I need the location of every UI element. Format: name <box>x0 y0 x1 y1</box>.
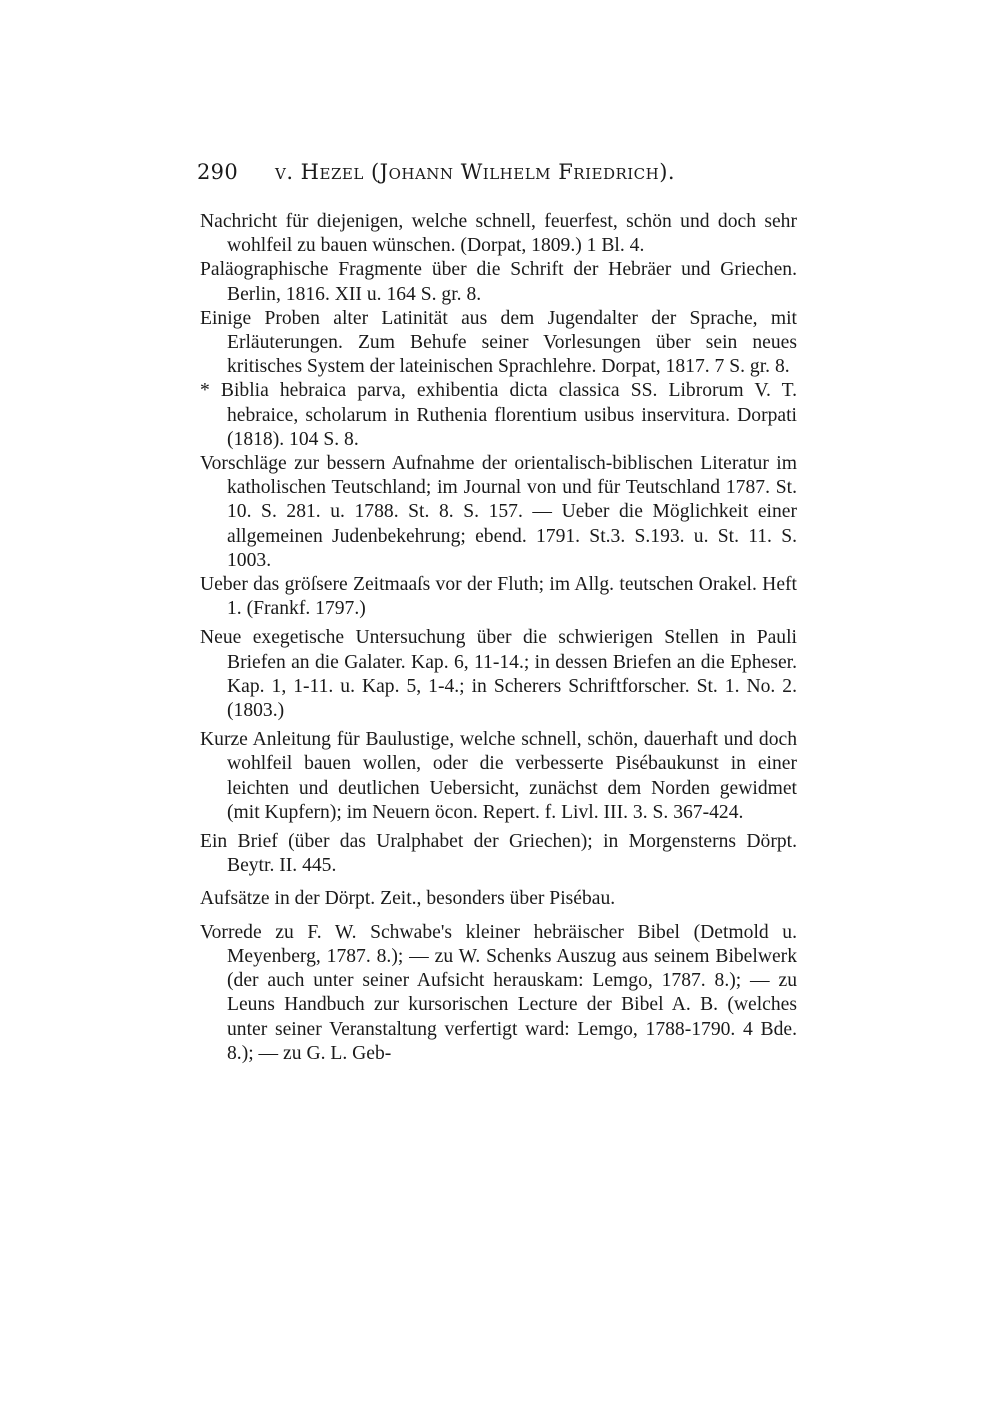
page-title: v. Hezel (Johann Wilhelm Friedrich). <box>275 160 676 184</box>
bibliography-entry: Aufsätze in der Dörpt. Zeit., besonders über Pisébau. <box>200 888 616 910</box>
bibliography-entry: * Biblia hebraica parva, exhibentia dicta classica SS. Librorum V. T. hebraice, scholarum in Ruthenia florentium usibus inservitura. Dorpati (1818). 104 S. 8. <box>200 380 797 450</box>
bibliography-entry: Ueber das gröſsere Zeitmaaſs vor der Fluth; im Allg. teutschen Orakel. Heft 1. (Frankf. 1797.) <box>200 574 797 620</box>
bibliography-entry: Ein Brief (über das Uralphabet der Griechen); in Morgensterns Dörpt. Beytr. II. 445. <box>200 831 797 877</box>
bibliography-entry: Nachricht für diejenigen, welche schnell, feuerfest, schön und doch sehr wohlfeil zu bauen wünschen. (Dorpat, 1809.) 1 Bl. 4. <box>200 211 797 257</box>
bibliography-entry: Vorschläge zur bessern Aufnahme der orientalisch-biblischen Literatur im katholischen Teutschland; im Journal von und für Teutschland 1787. St. 10. S. 281. u. 1788. St. 8. S. 157. — Ueber die Möglichkeit einer allgemeinen Judenbekehrung; ebend. 1791. St.3. S.193. u. St. 11. S. 1003. <box>200 453 797 571</box>
bibliography-entry: Kurze Anleitung für Baulustige, welche schnell, schön, dauerhaft und doch wohlfeil bauen wollen, oder die verbesserte Pisébaukunst in einer leichten und deutlichen Uebersicht, zunächst dem Norden gewidmet (mit Kupfern); im Neuern öcon. Repert. f. Livl. III. 3. S. 367-424. <box>200 729 797 823</box>
bibliography-entry: Einige Proben alter Latinität aus dem Jugendalter der Sprache, mit Erläuterungen. Zum Behufe seiner Vorlesungen über sein neues kritisches System der lateinischen Sprachlehre. Dorpat, 1817. 7 S. gr. 8. <box>200 307 797 378</box>
bibliography-entry: Paläographische Fragmente über die Schrift der Hebräer und Griechen. Berlin, 1816. XII u. 164 S. gr. 8. <box>200 259 797 305</box>
running-header <box>197 160 797 192</box>
bibliography-list <box>200 210 797 1066</box>
page-number: 290 <box>197 160 238 184</box>
bibliography-entry: Neue exegetische Untersuchung über die schwierigen Stellen in Pauli Briefen an die Galater. Kap. 6, 11-14.; in dessen Briefen an die Epheser. Kap. 1, 1-11. u. Kap. 5, 1-4.; in Scherers Schriftforscher. St. 1. No. 2. (1803.) <box>200 627 797 722</box>
bibliography-entry: Vorrede zu F. W. Schwabe's kleiner hebräischer Bibel (Detmold u. Meyenberg, 1787. 8.); — zu W. Schenks Auszug aus seinem Bibelwerk (der auch unter seiner Aufsicht herauskam: Lemgo, 1787. 8.); — zu Leuns Handbuch zur kursorischen Lecture der Bibel A. B. (welches unter seiner Veranstaltung verfertigt ward: Lemgo, 1788-1790. 4 Bde. 8.); — zu G. L. Geb- <box>200 921 797 1064</box>
